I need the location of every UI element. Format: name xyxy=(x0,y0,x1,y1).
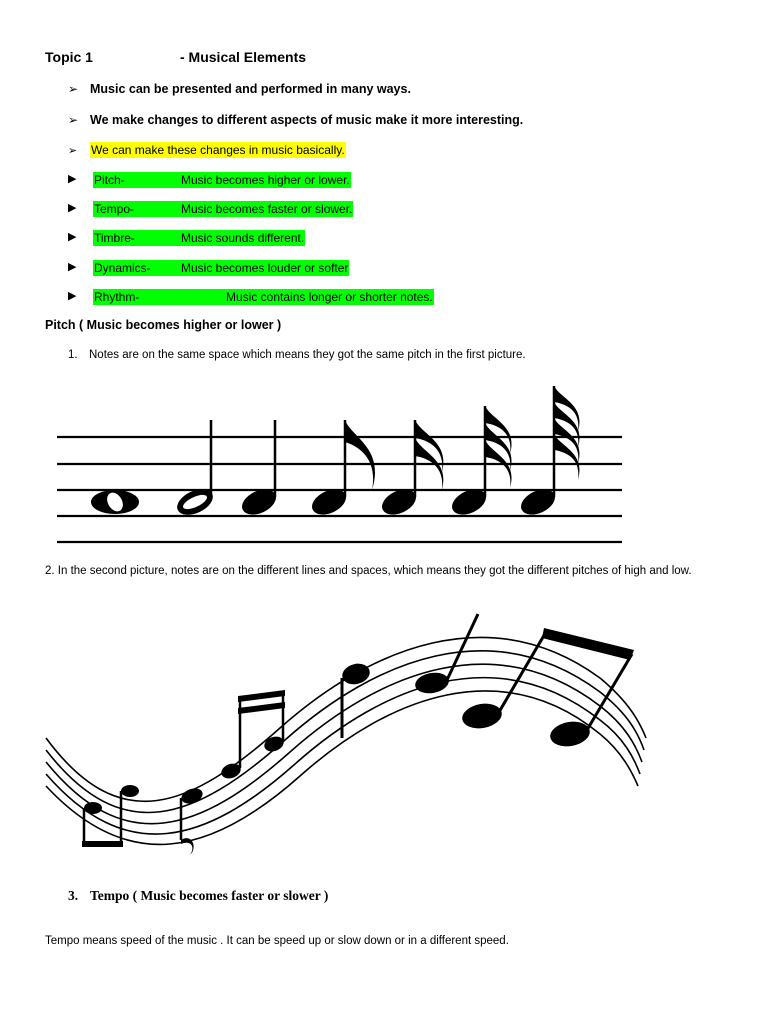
element-description: Music sounds different. xyxy=(181,231,305,245)
highlight-item xyxy=(68,143,346,157)
different-pitch-notes-image xyxy=(40,608,650,873)
intro-item-2 xyxy=(68,113,523,127)
element-description: Music becomes faster or slower. xyxy=(181,202,353,216)
triangle-bullet-icon: ▶ xyxy=(68,173,77,185)
topic-title xyxy=(45,49,307,65)
element-term: Dynamics- xyxy=(93,260,180,276)
triangle-bullet-icon: ▶ xyxy=(68,261,77,273)
sixty-fourth-note-icon xyxy=(517,386,580,520)
element-term: Timbre- xyxy=(93,230,180,246)
arrow-bullet-icon: ➢ xyxy=(68,82,79,96)
element-description: Music becomes higher or lower. xyxy=(181,173,350,187)
pitch-point-1 xyxy=(68,349,688,365)
arrow-bullet-icon: ➢ xyxy=(68,145,78,157)
half-note-icon xyxy=(173,420,217,520)
arrow-bullet-icon: ➢ xyxy=(68,113,79,127)
eighth-note-icon xyxy=(308,420,375,520)
staff-lines xyxy=(57,437,622,542)
tempo-description: Tempo means speed of the music . It can be speed up or slow down or in a different speed. xyxy=(45,935,509,947)
list-number: 3. xyxy=(68,888,79,903)
element-term: Rhythm- xyxy=(93,289,226,305)
topic-number: Topic 1 xyxy=(45,49,93,65)
pitch-heading: Pitch ( Music becomes higher or lower ) xyxy=(45,318,282,332)
intro-item-text: Music can be presented and performed in many ways. xyxy=(90,82,411,96)
element-description: Music becomes louder or softer xyxy=(181,261,349,275)
tempo-heading-text: Tempo ( Music becomes faster or slower ) xyxy=(90,888,329,903)
tempo-heading xyxy=(68,888,328,904)
thirty-second-note-icon xyxy=(448,406,511,520)
pitch-point-2: 2. In the second picture, notes are on the different lines and spaces, which means they got the different pitches of high and low. xyxy=(45,565,692,577)
triangle-bullet-icon: ▶ xyxy=(68,290,77,302)
whole-note-icon xyxy=(91,490,139,514)
intro-item-text: We make changes to different aspects of music make it more interesting. xyxy=(90,113,524,127)
list-number: 1. xyxy=(68,349,78,361)
list-text: Notes are on the same space which means they got the same pitch in the first picture. xyxy=(89,349,526,361)
eighth-note-icon xyxy=(414,614,478,696)
quarter-note-icon xyxy=(238,420,280,520)
highlight-item-text: We can make these changes in music basically. xyxy=(91,143,345,157)
triangle-bullet-icon: ▶ xyxy=(68,231,77,243)
element-term: Tempo- xyxy=(93,201,180,217)
element-description: Music contains longer or shorter notes. xyxy=(226,290,433,304)
element-term: Pitch- xyxy=(93,172,180,188)
sixteenth-note-icon xyxy=(378,420,443,520)
topic-name: - Musical Elements xyxy=(180,49,307,65)
eighth-note-icon xyxy=(179,786,204,855)
same-pitch-notes-image xyxy=(40,380,640,550)
triangle-bullet-icon: ▶ xyxy=(68,202,77,214)
intro-item-1 xyxy=(68,82,411,96)
